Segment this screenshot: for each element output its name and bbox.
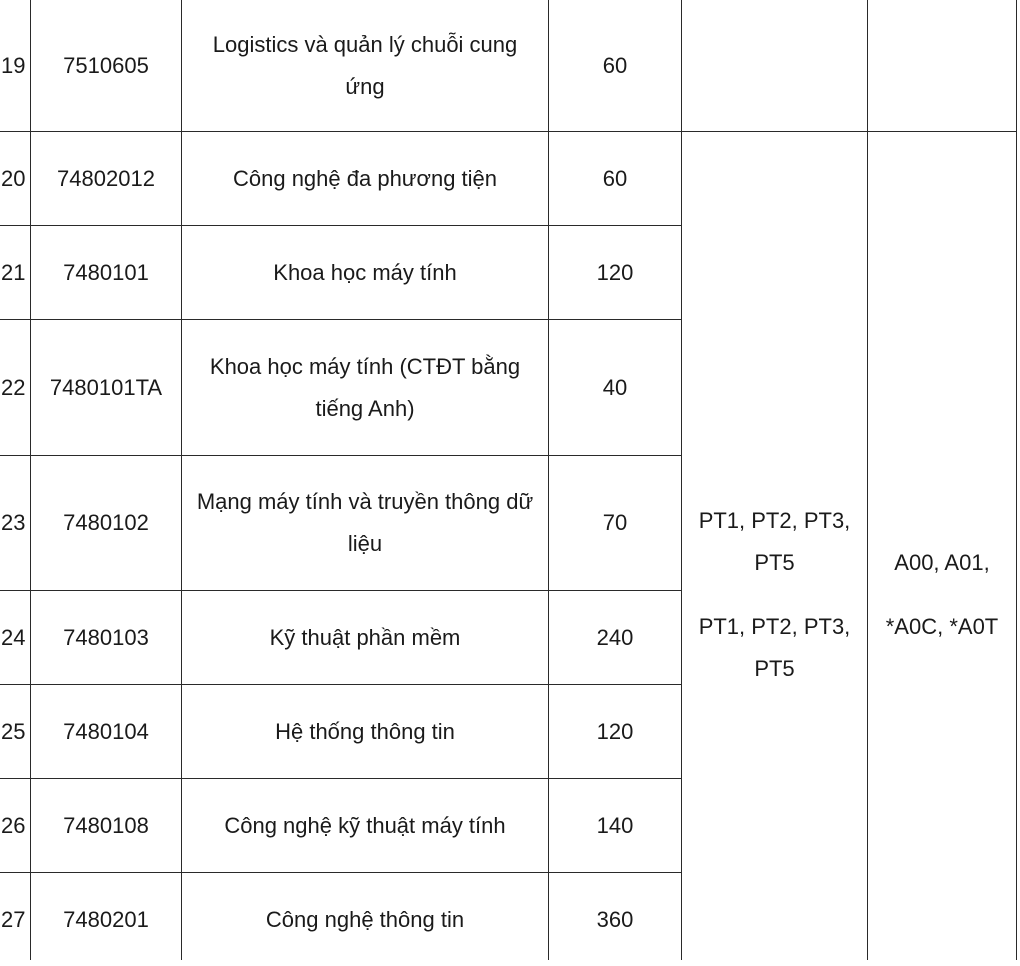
- program-name-cell: Hệ thống thông tin: [275, 718, 455, 744]
- program-name-cell: Công nghệ kỹ thuật máy tính: [224, 812, 506, 838]
- quota-cell: 60: [602, 52, 628, 78]
- row-number-cell: 22: [1, 374, 26, 400]
- program-name-cell: Khoa học máy tính: [273, 259, 457, 285]
- row-number-cell: 26: [1, 812, 26, 838]
- quota-cell: 140: [596, 812, 634, 838]
- subject-combinations-cell: [868, 542, 1016, 652]
- column-divider: [867, 0, 868, 960]
- row-number-cell: 24: [1, 624, 26, 650]
- admission-methods-line: PT1, PT2, PT3,: [698, 508, 851, 533]
- program-code-cell: 7480101TA: [49, 374, 163, 400]
- program-code-cell: 7480108: [63, 812, 149, 838]
- quota-cell: 120: [596, 718, 634, 744]
- row-number-cell: 27: [1, 906, 26, 932]
- quota-cell: 60: [602, 165, 628, 191]
- quota-cell: 120: [596, 259, 634, 285]
- program-name-line: Khoa học máy tính (CTĐT bằng: [209, 353, 521, 379]
- quota-cell: 360: [596, 906, 634, 932]
- admission-methods-cell: [682, 500, 867, 690]
- program-code-cell: 7480101: [63, 259, 149, 285]
- column-divider: [1016, 0, 1017, 960]
- program-name-line: ứng: [345, 73, 385, 99]
- program-name-line: Logistics và quản lý chuỗi cung: [212, 31, 518, 57]
- program-name-line: liệu: [347, 531, 383, 556]
- admission-methods-line: PT5: [754, 656, 795, 681]
- row-number-cell: 20: [1, 165, 26, 191]
- row-number-cell: 25: [1, 718, 26, 744]
- subject-combinations-line: A00, A01,: [894, 550, 990, 575]
- program-name-line: tiếng Anh): [315, 395, 415, 421]
- program-name-line: Mạng máy tính và truyền thông dữ: [196, 489, 534, 514]
- program-code-cell: 7510605: [63, 52, 149, 78]
- program-name-cell: [182, 456, 548, 590]
- quota-cell: 70: [602, 510, 628, 535]
- program-name-cell: [182, 0, 548, 131]
- program-code-cell: 7480102: [63, 510, 149, 535]
- program-name-cell: Kỹ thuật phần mềm: [269, 624, 461, 650]
- quota-cell: 40: [602, 374, 628, 400]
- program-code-cell: 74802012: [57, 165, 155, 191]
- admission-methods-line: PT5: [754, 550, 795, 575]
- subject-combinations-line: *A0C, *A0T: [885, 614, 999, 639]
- program-name-cell: Công nghệ đa phương tiện: [232, 165, 498, 191]
- program-code-cell: 7480201: [63, 906, 149, 932]
- quota-cell: 240: [596, 624, 634, 650]
- program-code-cell: 7480104: [63, 718, 149, 744]
- row-number-cell: 19: [1, 52, 26, 78]
- row-number-cell: 23: [1, 510, 26, 535]
- admission-methods-line: PT1, PT2, PT3,: [698, 614, 851, 639]
- program-name-cell: Công nghệ thông tin: [265, 906, 465, 932]
- program-name-cell: [182, 320, 548, 455]
- column-divider: [681, 0, 682, 960]
- row-number-cell: 21: [1, 259, 26, 285]
- program-code-cell: 7480103: [63, 624, 149, 650]
